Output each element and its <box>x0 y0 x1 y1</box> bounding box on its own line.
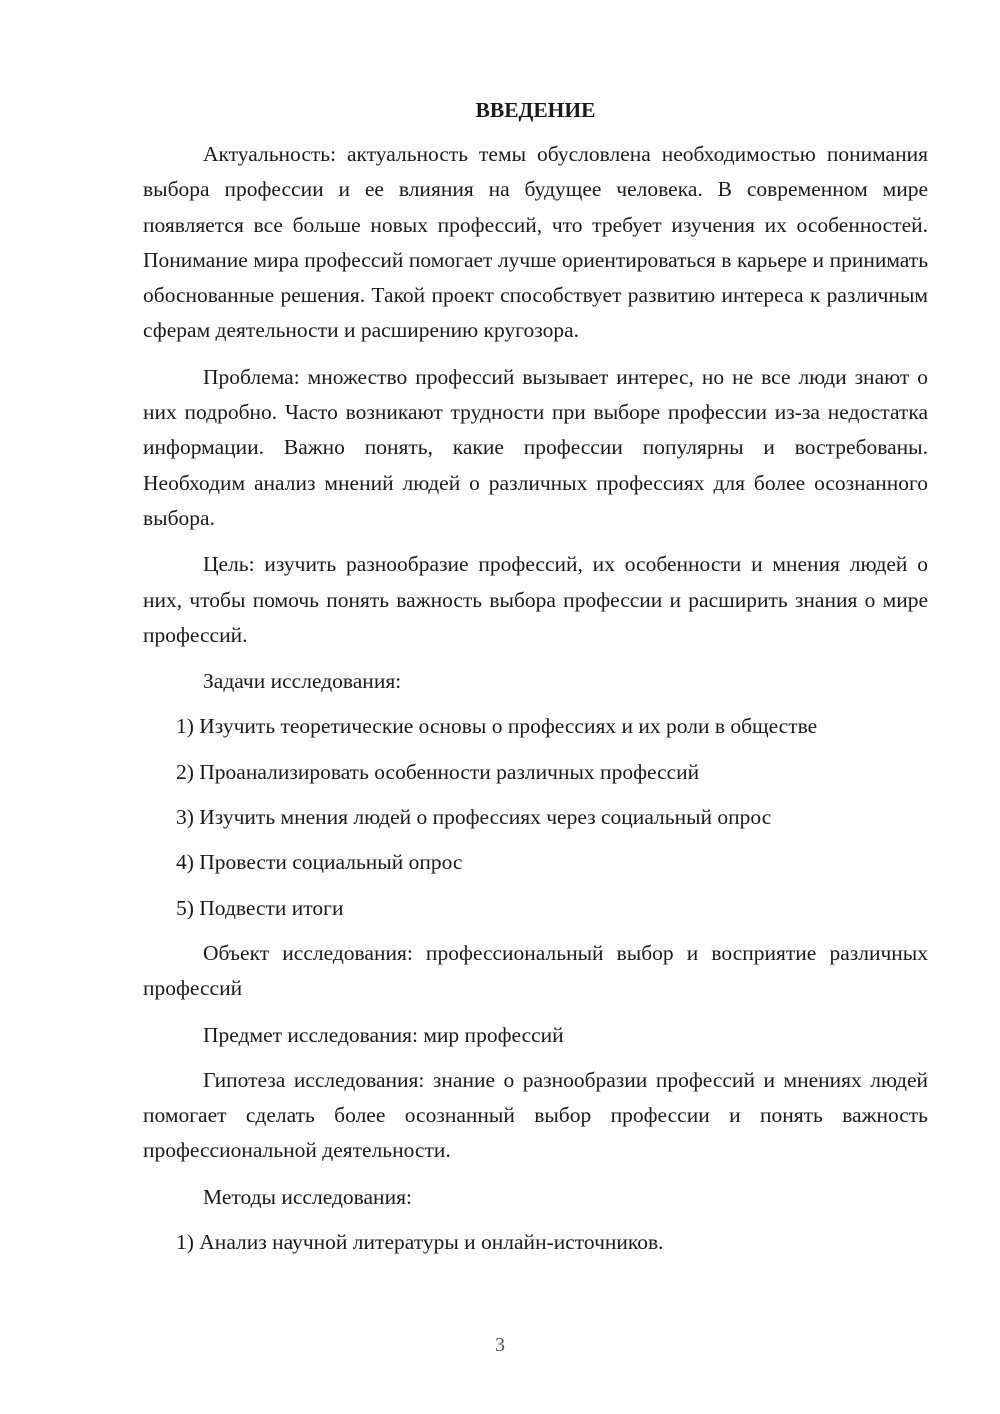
paragraph-object: Объект исследования: профессиональный выбор и восприятие различных профессий <box>143 940 928 1001</box>
paragraph-relevance: Актуальность: актуальность темы обусловлена необходимостью понимания выбора профессии и ее влияния на будущее человека. В современном мире появляется все больше новых профессий, что требует изучения их особенностей. Понимание мира профессий помогает лучше ориентироваться в карьере и принимать обоснованные решения. Такой проект способствует развитию интереса к различным сферам деятельности и расширению кругозора. <box>143 142 928 343</box>
paragraph-problem: Проблема: множество профессий вызывает интерес, но не все люди знают о них подробно. Часто возникают трудности при выборе профессии из-за недостатка информации. Важно понять, какие профессии популярны и востребованы. Необходим анализ мнений людей о различных профессиях для более осознанного выбора. <box>143 364 928 530</box>
document-page <box>143 88 928 1270</box>
page-number: 3 <box>495 1334 505 1356</box>
tasks-list <box>143 709 928 925</box>
methods-heading: Методы исследования: <box>203 1184 412 1209</box>
section-title: ВВЕДЕНИЕ <box>475 98 596 122</box>
methods-list <box>143 1225 928 1260</box>
list-item: 2) Проанализировать особенности различных профессий <box>176 759 700 784</box>
paragraph-goal: Цель: изучить разнообразие профессий, их особенности и мнения людей о них, чтобы помочь понять важность выбора профессии и расширить знания о мире профессий. <box>143 552 928 647</box>
list-item: 4) Провести социальный опрос <box>176 850 463 875</box>
paragraph-subject: Предмет исследования: мир профессий <box>203 1022 564 1047</box>
list-item: 5) Подвести итоги <box>176 895 344 920</box>
list-item: 1) Анализ научной литературы и онлайн-источников. <box>176 1230 664 1255</box>
paragraph-hypothesis: Гипотеза исследования: знание о разнообразии профессий и мнениях людей помогает сделать более осознанный выбор профессии и понять важность профессиональной деятельности. <box>143 1067 928 1163</box>
tasks-heading: Задачи исследования: <box>203 669 402 694</box>
list-item: 1) Изучить теоретические основы о профессиях и их роли в обществе <box>176 714 818 739</box>
list-item: 3) Изучить мнения людей о профессиях через социальный опрос <box>176 805 772 830</box>
